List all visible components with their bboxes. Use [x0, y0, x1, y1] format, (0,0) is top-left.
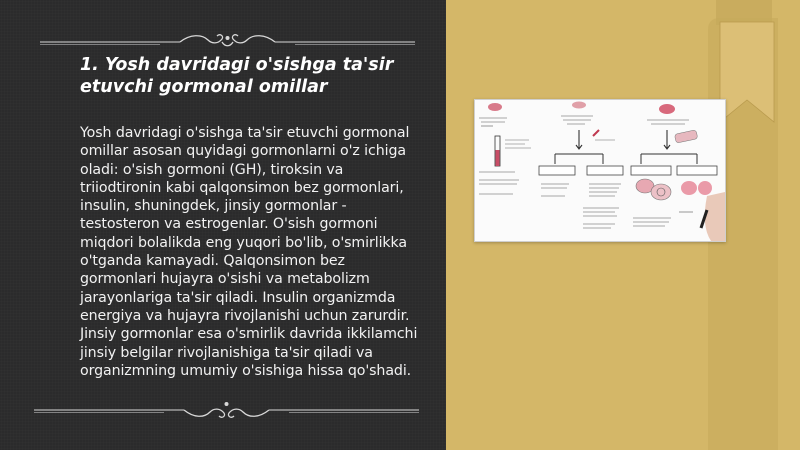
- diagram-image: [474, 99, 726, 242]
- slide-title: 1. Yosh davridagi o'sishga ta'sir etuvchi gormonal omillar: [80, 55, 394, 97]
- slide-body-text: Yosh davridagi o'sishga ta'sir etuvchi gormonal omillar asosan quyidagi gormonlarni o'z ichiga oladi: o'sish gormoni (GH), tiroksin va triiodtironin kabi qalqonsimon bez gormonlari, insulin, shuningdek, jinsiy gormonlar - testosteron va estrogenlar. O'sish gormoni miqdori bolalikda eng yuqori bo'lib, o'smirlikka o'tganda kamayadi. Qalqonsimon bez gormonlari hujayra o'sishi va metabolizm jarayonlariga ta'sir qiladi. Insulin organizmda energiya va hujayra rivojlanishi uchun zarurdir. Jinsiy gormonlar esa o'smirlik davrida ikkilamchi jinsiy belgilar rivojlanishiga ta'sir qiladi va organizmning umumiy o'sishiga hissa qo'shadi.: [80, 125, 418, 379]
- top-ornament-icon: [40, 30, 415, 54]
- hormone-diagram-illustration: [475, 100, 725, 241]
- bottom-ornament-icon: [34, 398, 419, 422]
